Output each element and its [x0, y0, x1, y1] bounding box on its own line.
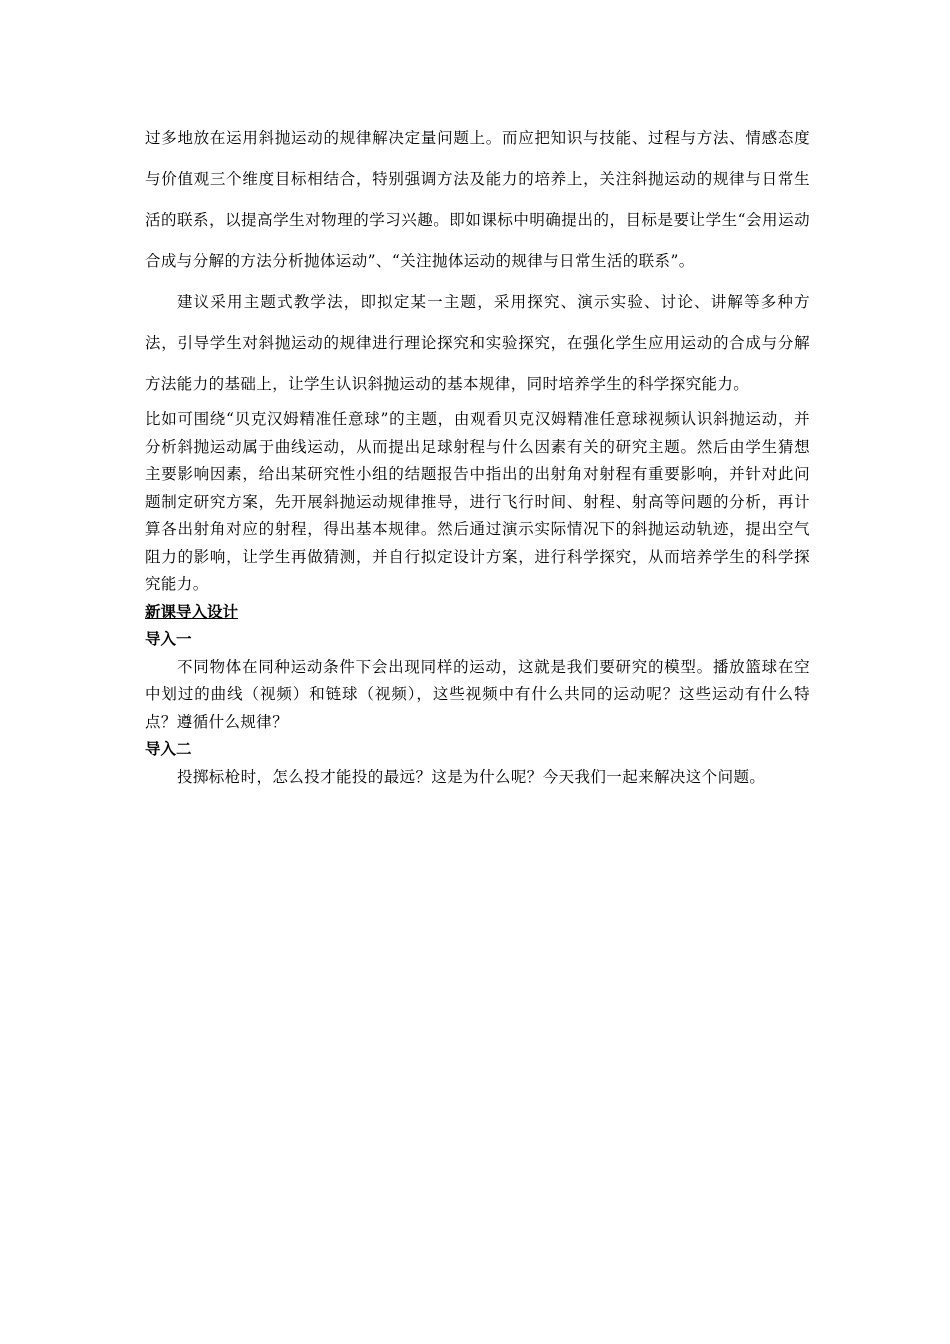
paragraph-beckham-example: 比如可围绕“贝克汉姆精准任意球”的主题，由观看贝克汉姆精准任意球视频认识斜抛运动，并分析斜抛运动属于曲线运动，从而提出足球射程与什么因素有关的研究主题。然后由学生猜想主要影响因素，给出某研究性小组的结题报告中指出的出射角对射程有重要影响，并针对此问题制定研究方案，先开展斜抛运动规律推导，进行飞行时间、射程、射高等问题的分析，再计算各出射角对应的射程，得出基本规律。然后通过演示实际情况下的斜抛运动轨迹，提出空气阻力的影响，让学生再做猜测，并自行拟定设计方案，进行科学探究，从而培养学生的科学探究能力。 — [145, 410, 810, 593]
intro2-heading: 导入二 — [145, 740, 192, 758]
intro1-text: 不同物体在同种运动条件下会出现同样的运动，这就是我们要研究的模型。播放篮球在空中划过的曲线（视频）和链球（视频），这些视频中有什么共同的运动呢？这些运动有什么特点？遵循什么规律？ — [145, 657, 810, 731]
section-title: 新课导入设计 — [145, 602, 239, 621]
paragraph-teaching-goals: 过多地放在运用斜抛运动的规律解决定量问题上。而应把知识与技能、过程与方法、情感态度与价值观三个维度目标相结合，特别强调方法及能力的培养上，关注斜抛运动的规律与日常生活的联系，以提高学生对物理的学习兴趣。即如课标中明确提出的，目标是要让学生“会用运动合成与分解的方法分析抛体运动”、“关注抛体运动的规律与日常生活的联系”。 — [145, 129, 810, 270]
paragraph-teaching-method: 建议采用主题式教学法，即拟定某一主题，采用探究、演示实验、讨论、讲解等多种方法，引导学生对斜抛运动的规律进行理论探究和实验探究，在强化学生应用运动的合成与分解方法能力的基础上，让学生认识斜抛运动的基本规律，同时培养学生的科学探究能力。 — [145, 293, 810, 393]
intro2-text: 投掷标枪时，怎么投才能投的最远？这是为什么呢？今天我们一起来解决这个问题。 — [177, 767, 766, 786]
intro1-heading: 导入一 — [145, 630, 192, 648]
document-page — [145, 0, 810, 791]
